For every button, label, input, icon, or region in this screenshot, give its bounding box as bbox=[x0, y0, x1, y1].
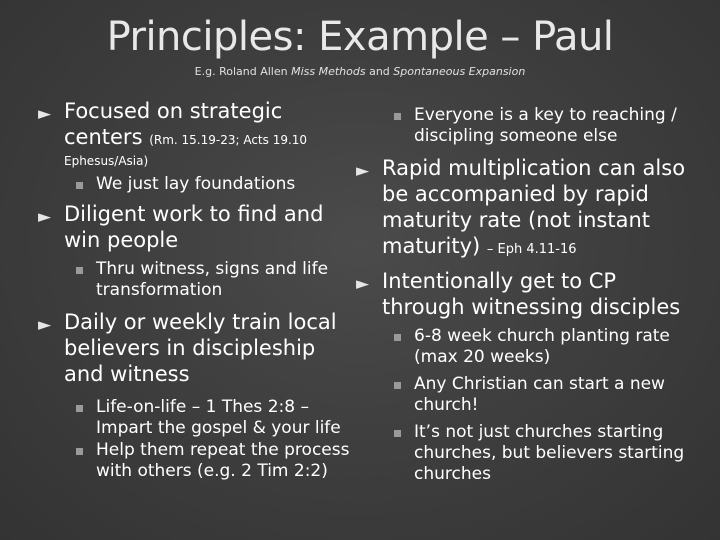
sub-bullet-text: It’s not just churches starting churches, but believers starting churches bbox=[414, 422, 685, 484]
bullet-diligent bbox=[38, 201, 358, 253]
sub-bullet-everyone bbox=[356, 105, 696, 147]
bullet-reference-continued: Ephesus/Asia) bbox=[64, 154, 149, 168]
bullet-text: Intentionally get to CP through witnessing disciples bbox=[382, 269, 681, 319]
bullet-reference: – Eph 4.11-16 bbox=[486, 242, 577, 257]
sub-bullet-church-planting-rate bbox=[356, 326, 696, 368]
square-bullet-icon bbox=[394, 430, 401, 437]
bullet-text: Focused on strategic centers bbox=[64, 99, 283, 149]
bullet-text: Diligent work to find and win people bbox=[64, 202, 324, 252]
subtitle-and: and bbox=[365, 65, 394, 78]
arrow-bullet-icon: ► bbox=[38, 315, 52, 335]
subtitle-book-2: Spontaneous Expansion bbox=[393, 65, 526, 78]
sub-bullet-life-on-life bbox=[38, 397, 358, 439]
sub-bullet-text: Life-on-life – 1 Thes 2:8 – Impart the gospel & your life bbox=[96, 397, 341, 438]
sub-bullet-text: We just lay foundations bbox=[96, 174, 296, 194]
sub-bullet-text: Thru witness, signs and life transformation bbox=[96, 259, 329, 300]
arrow-bullet-icon: ► bbox=[38, 104, 52, 124]
sub-bullet-text: Any Christian can start a new church! bbox=[414, 374, 665, 415]
sub-bullet-repeat bbox=[38, 440, 358, 482]
subtitle-book-1: Miss Methods bbox=[291, 65, 366, 78]
left-column bbox=[38, 98, 358, 482]
square-bullet-icon bbox=[76, 405, 83, 412]
bullet-text: Rapid multiplication can also be accompanied by rapid maturity rate (not instant maturity) bbox=[382, 156, 686, 258]
bullet-reference: (Rm. 15.19-23; Acts 19.10 bbox=[149, 133, 308, 147]
slide-subtitle bbox=[0, 65, 720, 78]
sub-bullet-believers-starting bbox=[356, 422, 696, 485]
slide-title: Principles: Example – Paul bbox=[106, 14, 614, 60]
bullet-focused bbox=[38, 98, 358, 153]
square-bullet-icon bbox=[76, 448, 83, 455]
bullet-daily-train bbox=[38, 309, 358, 387]
sub-bullet-text: Everyone is a key to reaching / discipling someone else bbox=[414, 105, 677, 146]
bullet-rapid-multiplication bbox=[356, 155, 696, 263]
bullet-text: Daily or weekly train local believers in discipleship and witness bbox=[64, 310, 337, 386]
bullet-intentionally bbox=[356, 268, 696, 320]
sub-bullet-text: Help them repeat the process with others (e.g. 2 Tim 2:2) bbox=[96, 440, 350, 481]
right-column bbox=[356, 98, 696, 485]
sub-bullet-witness bbox=[38, 259, 358, 301]
sub-bullet-text: 6-8 week church planting rate (max 20 weeks) bbox=[414, 326, 670, 367]
arrow-bullet-icon: ► bbox=[38, 207, 52, 227]
arrow-bullet-icon: ► bbox=[356, 161, 370, 181]
square-bullet-icon bbox=[76, 182, 83, 189]
square-bullet-icon bbox=[76, 267, 83, 274]
arrow-bullet-icon: ► bbox=[356, 274, 370, 294]
sub-bullet-foundations bbox=[38, 174, 358, 195]
square-bullet-icon bbox=[394, 382, 401, 389]
subtitle-prefix: E.g. Roland Allen bbox=[194, 65, 292, 78]
square-bullet-icon bbox=[394, 113, 401, 120]
sub-bullet-any-christian bbox=[356, 374, 696, 416]
square-bullet-icon bbox=[394, 334, 401, 341]
